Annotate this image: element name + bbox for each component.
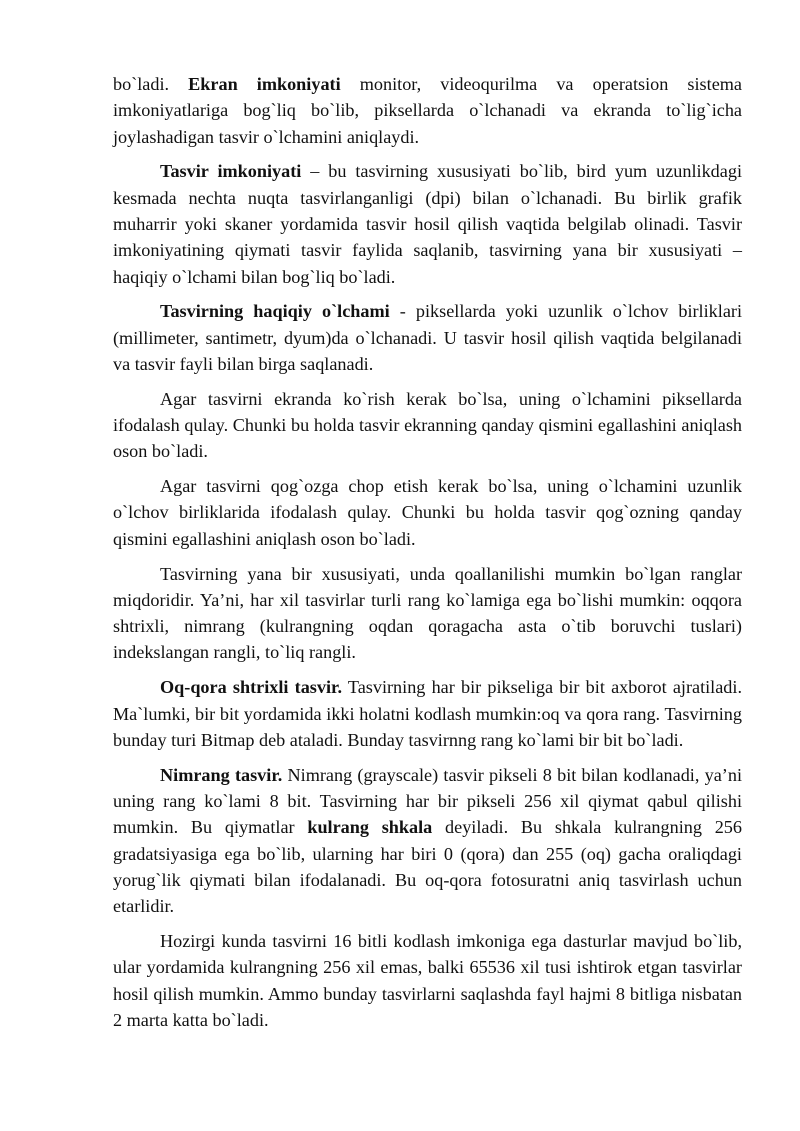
text-run: Hozirgi kunda tasvirni 16 bitli kodlash imkoniga ega dasturlar mavjud bo`lib, ular yordamida kulrangning 256 xil emas, balki 65536 xil tusi ishtirok etgan tasvirlar hosil qilish mumkin. Ammo bunday tasvirlarni saqlashda fayl hajmi 8 bitliga nisbatan 2 marta katta bo`ladi. <box>113 930 742 1030</box>
paragraph-tasvir-imkoniyati <box>113 158 742 289</box>
text-run: Tasvirning yana bir xususiyati, unda qoallanilishi mumkin bo`lgan ranglar miqdoridir. Ya’ni, har xil tasvirlar turli rang ko`lamiga ega bo`lishi mumkin: oqqora shtrixli, nimrang (kulrangning oqdan qoragacha asta o`tib boruvchi tuslari) indekslangan rangli, to`liq rangli. <box>113 563 742 663</box>
paragraph-ekran-imkoniyati <box>113 71 742 150</box>
text-run: – bu tasvirning xususiyati bo`lib, bird yum uzunlikdagi kesmada nechta nuqta tasvirlanganligi (dpi) bilan o`lchanadi. Bu birlik grafik muharrir yoki skaner yordamida tasvir hosil qilish vaqtida belgilab olinadi. Tasvir imkoniyatining qiymati tasvir faylida saqlanib, tasvirning yana bir xususiyati – haqiqiy o`lchami bilan bog`liq bo`ladi. <box>113 161 742 287</box>
paragraph-ekranda-korish <box>113 386 742 465</box>
text-run: Agar tasvirni ekranda ko`rish kerak bo`lsa, uning o`lchamini piksellarda ifodalash qulay. Chunki bu holda tasvir ekranning qanday qismini egallashini aniqlash oson bo`ladi. <box>113 388 742 462</box>
text-run: - piksellarda yoki uzunlik o`lchov birliklari (millimeter, santimetr, dyum)da o`lchanadi. U tasvir hosil qilish vaqtida belgilanadi va tasvir fayli bilan birga saqlanadi. <box>113 301 742 374</box>
paragraph-16-bitli <box>113 928 742 1033</box>
document-page <box>113 71 742 1042</box>
term-tasvir-imkoniyati: Tasvir imkoniyati <box>160 161 302 182</box>
text-run: Tasvirning har bir pikseliga bir bit axborot ajratiladi. Ma`lumki, bir bit yordamida ikki holatni kodlash mumkin:oq va qora rang. Tasvirning bunday turi Bitmap deb ataladi. Bunday tasvirnng rang ko`lami bir bit bo`ladi. <box>113 677 743 750</box>
term-nimrang-tasvir: Nimrang tasvir. <box>160 764 283 785</box>
paragraph-nimrang <box>113 762 742 920</box>
term-kulrang-shkala: kulrang shkala <box>307 817 433 838</box>
text-run: monitor, videoqurilma va operatsion sistema imkoniyatlariga bog`liq bo`lib, piksellarda o`lchanadi va ekranda to`lig`icha joylashadigan tasvir o`lchamini aniqlaydi. <box>113 74 742 147</box>
paragraph-ranglar-miqdori <box>113 561 742 666</box>
text-run: Nimrang (grayscale) tasvir pikseli 8 bit bilan kodlanadi, ya’ni uning rang ko`lami 8 bit. Tasvirning har bir pikseli 256 xil qiymat qabul qilishi mumkin. Bu qiymatlar <box>113 764 742 838</box>
term-haqiqiy-olchami: Tasvirning haqiqiy o`lchami <box>160 301 390 322</box>
text-run: Agar tasvirni qog`ozga chop etish kerak bo`lsa, uning o`lchamini uzunlik o`lchov birliklarida ifodalash qulay. Chunki bu holda tasvir qog`ozning qanday qismini egallashini aniqlash oson bo`ladi. <box>113 476 742 549</box>
text-run: bo`ladi. <box>113 74 189 94</box>
paragraph-haqiqiy-olchami <box>113 298 742 377</box>
paragraph-qogozga-chop <box>113 473 742 552</box>
text-run: deyiladi. Bu shkala kulrangning 256 gradatsiyasiga ega bo`lib, ularning har biri 0 (qora) dan 255 (oq) gacha oraliqdagi yorug`lik qiymati bilan ifodalanadi. Bu oq-qora fotosuratni aniq tasvirlash uchun etarlidir. <box>113 817 742 917</box>
paragraph-oq-qora <box>113 674 742 753</box>
term-ekran-imkoniyati: Ekran imkoniyati <box>188 74 341 94</box>
term-oq-qora-shtrixli: Oq-qora shtrixli tasvir. <box>160 677 342 698</box>
